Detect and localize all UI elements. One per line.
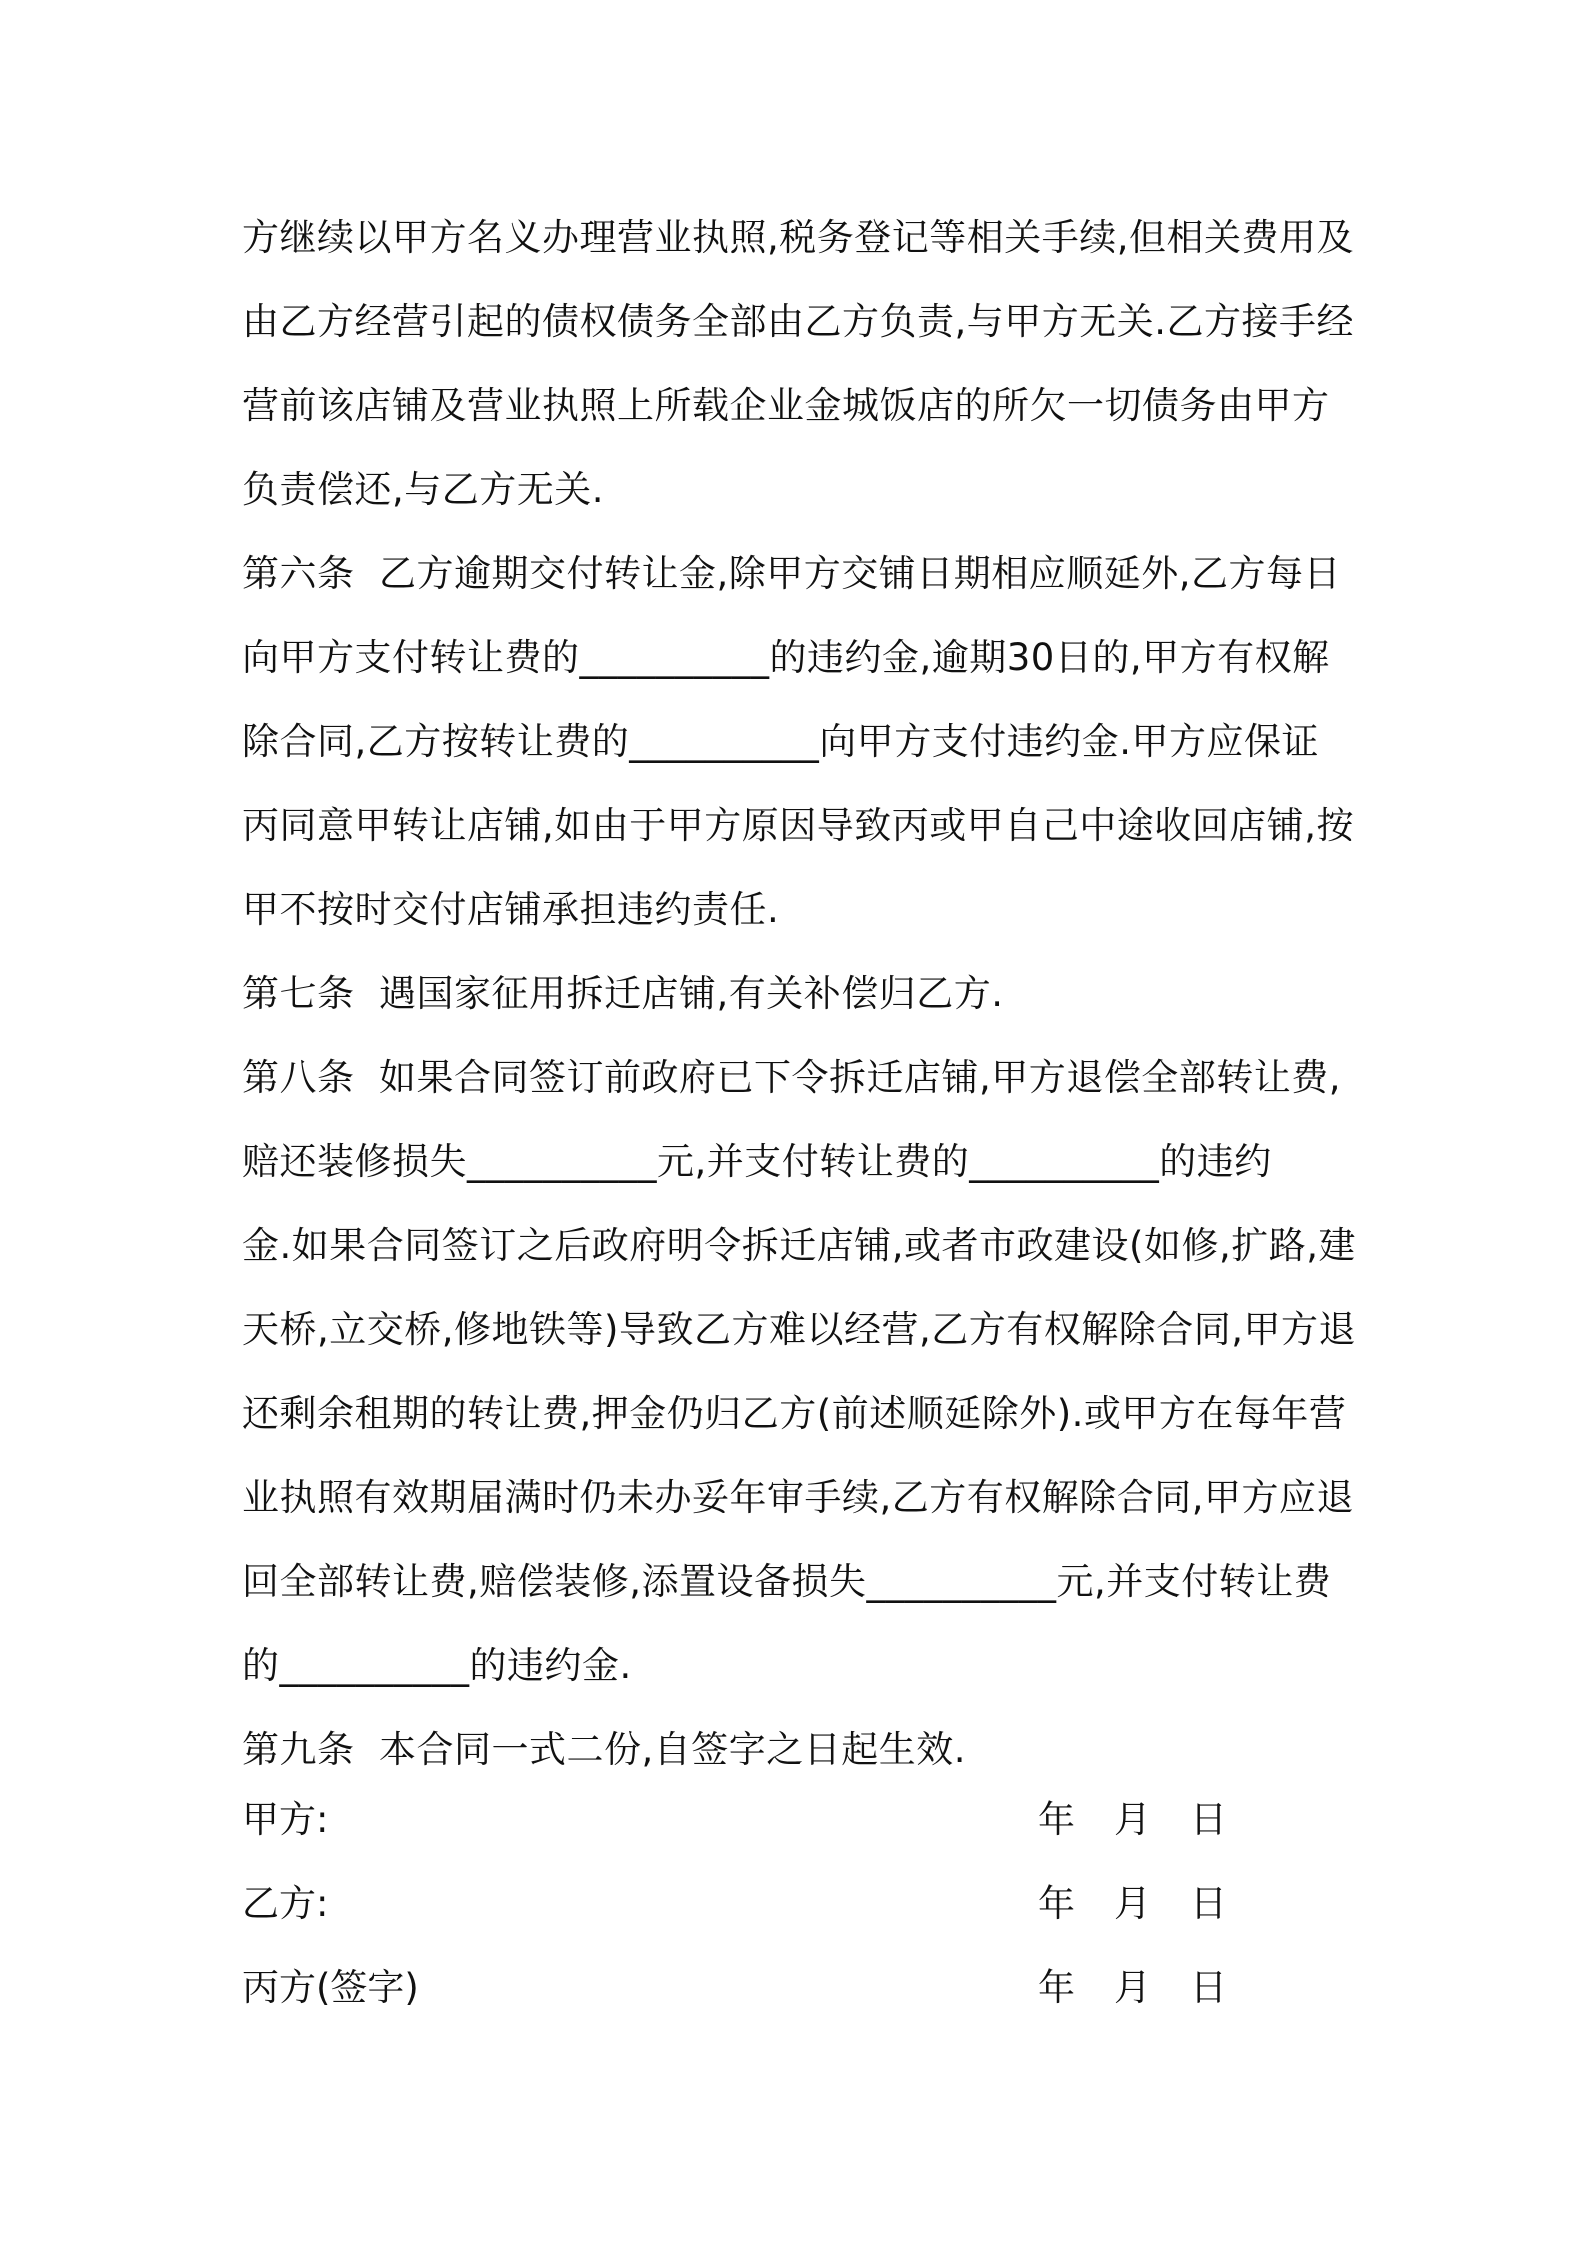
article-6-line: 甲不按时交付店铺承担违约责任.	[242, 888, 780, 931]
party-c-label: 丙方(签字)	[242, 1966, 419, 2009]
article-9-line: 第九条 本合同一式二份,自签字之日起生效.	[242, 1728, 967, 1771]
body-line: 方继续以甲方名义办理营业执照,税务登记等相关手续,但相关费用及	[242, 216, 1355, 259]
article-8-line: 回全部转让费,赔偿装修,添置设备损失__________元,并支付转让费	[242, 1560, 1332, 1603]
date-year-label: 年	[1038, 1966, 1075, 2009]
date-month-label: 月	[1114, 1798, 1151, 1841]
article-8-line: 的__________的违约金.	[242, 1644, 632, 1687]
signature-row-party-a	[242, 1778, 1372, 1862]
article-7-line: 第七条 遇国家征用拆迁店铺,有关补偿归乙方.	[242, 972, 1004, 1015]
date-year-label: 年	[1038, 1882, 1075, 1925]
signature-block	[242, 1778, 1372, 2030]
article-6-line: 第六条 乙方逾期交付转让金,除甲方交铺日期相应顺延外,乙方每日	[242, 552, 1342, 595]
body-line: 负责偿还,与乙方无关.	[242, 468, 605, 511]
article-6-line: 向甲方支付转让费的__________的违约金,逾期30日的,甲方有权解	[242, 636, 1330, 679]
article-8-line: 天桥,立交桥,修地铁等)导致乙方难以经营,乙方有权解除合同,甲方退	[242, 1308, 1356, 1351]
article-8-line: 业执照有效期届满时仍未办妥年审手续,乙方有权解除合同,甲方应退	[242, 1476, 1355, 1519]
date-day-label: 日	[1190, 1966, 1227, 2009]
party-a-label: 甲方:	[242, 1798, 329, 1841]
date-year-label: 年	[1038, 1798, 1075, 1841]
article-8-line: 还剩余租期的转让费,押金仍归乙方(前述顺延除外).或甲方在每年营	[242, 1392, 1347, 1435]
date-day-label: 日	[1190, 1882, 1227, 1925]
article-8-line: 第八条 如果合同签订前政府已下令拆迁店铺,甲方退偿全部转让费,	[242, 1056, 1342, 1099]
signature-row-party-c	[242, 1946, 1372, 2030]
article-6-line: 除合同,乙方按转让费的__________向甲方支付违约金.甲方应保证	[242, 720, 1320, 763]
date-day-label: 日	[1190, 1798, 1227, 1841]
contract-body	[242, 196, 1372, 1792]
article-8-line: 金.如果合同签订之后政府明令拆迁店铺,或者市政建设(如修,扩路,建	[242, 1224, 1356, 1267]
date-month-label: 月	[1114, 1966, 1151, 2009]
signature-row-party-b	[242, 1862, 1372, 1946]
body-line: 营前该店铺及营业执照上所载企业金城饭店的所欠一切债务由甲方	[242, 384, 1330, 427]
article-6-line: 丙同意甲转让店铺,如由于甲方原因导致丙或甲自己中途收回店铺,按	[242, 804, 1355, 847]
date-month-label: 月	[1114, 1882, 1151, 1925]
body-line: 由乙方经营引起的债权债务全部由乙方负责,与甲方无关.乙方接手经	[242, 300, 1355, 343]
article-8-line: 赔还装修损失__________元,并支付转让费的__________的违约	[242, 1140, 1272, 1183]
party-b-label: 乙方:	[242, 1882, 329, 1925]
